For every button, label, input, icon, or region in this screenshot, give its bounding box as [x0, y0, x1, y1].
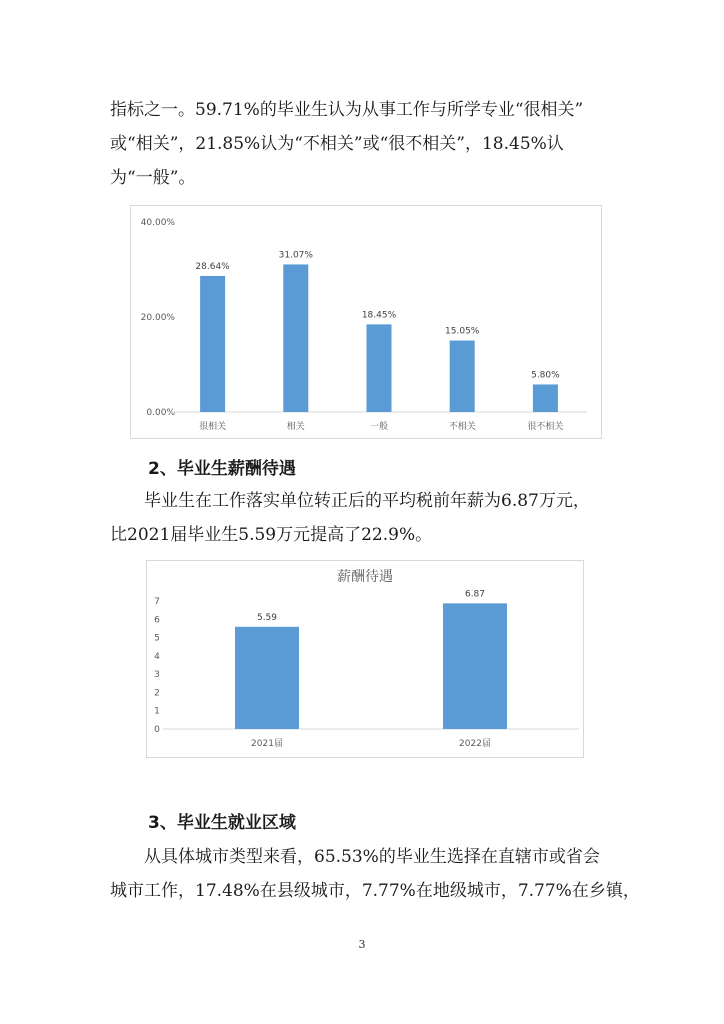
- page-number: 3: [358, 938, 366, 951]
- salary-chart-svg: [147, 561, 583, 757]
- y-tick-label: 2: [154, 688, 160, 699]
- x-tick-label: 很不相关: [527, 422, 564, 432]
- relevance-paragraph: [110, 93, 630, 195]
- y-tick-label: 40.00%: [140, 218, 175, 228]
- bar: [367, 324, 392, 412]
- bar: [450, 341, 475, 412]
- y-tick-label: 6: [154, 615, 160, 626]
- y-tick-label: 20.00%: [140, 313, 175, 323]
- y-tick-label: 1: [154, 706, 160, 717]
- y-tick-label: 0: [154, 725, 160, 735]
- region-paragraph: [110, 840, 640, 908]
- x-tick-label: 不相关: [448, 422, 476, 432]
- bar: [443, 603, 507, 729]
- x-tick-label: 很相关: [199, 422, 227, 432]
- paragraph-line: 比2021届毕业生5.59万元提高了22.9%。: [110, 525, 433, 545]
- data-label: 5.59: [256, 612, 278, 623]
- paragraph-line: 指标之一。59.71%的毕业生认为从事工作与所学专业“很相关”: [110, 100, 584, 120]
- data-label: 18.45%: [361, 310, 397, 321]
- paragraph-line: 或“相关”，21.85%认为“不相关”或“很不相关”，18.45%认: [110, 134, 564, 154]
- bar: [283, 264, 308, 412]
- paragraph-line: 城市工作，17.48%在县级城市，7.77%在地级城市，7.77%在乡镇，: [110, 881, 640, 901]
- y-tick-label: 5: [154, 633, 160, 644]
- salary-chart: [146, 560, 584, 758]
- chart-title: 薪酬待遇: [337, 569, 393, 585]
- paragraph-line: 毕业生在工作落实单位转正后的平均税前年薪为6.87万元，: [144, 491, 590, 511]
- x-tick-label: 相关: [286, 422, 305, 432]
- x-tick-label: 2021届: [251, 739, 283, 749]
- y-tick-label: 4: [154, 651, 160, 662]
- x-tick-label: 2022届: [459, 739, 491, 749]
- y-tick-label: 0.00%: [146, 408, 175, 418]
- section-heading-salary: 2、毕业生薪酬待遇: [148, 459, 296, 479]
- section-heading-region: 3、毕业生就业区域: [148, 813, 296, 833]
- data-label: 15.05%: [445, 326, 480, 337]
- bar: [200, 276, 225, 412]
- data-label: 28.64%: [195, 261, 230, 272]
- data-label: 6.87: [464, 589, 486, 600]
- relevance-chart-svg: [131, 206, 601, 438]
- data-label: 5.80%: [531, 370, 560, 381]
- relevance-chart: [130, 205, 602, 439]
- bar: [235, 627, 299, 729]
- y-tick-label: 3: [154, 670, 160, 681]
- paragraph-line: 为“一般”。: [110, 168, 196, 188]
- paragraph-line: 从具体城市类型来看，65.53%的毕业生选择在直辖市或省会: [144, 847, 600, 867]
- salary-paragraph: [110, 484, 630, 552]
- y-tick-label: 7: [154, 597, 160, 607]
- data-label: 31.07%: [278, 250, 313, 261]
- bar: [533, 384, 558, 412]
- x-tick-label: 一般: [369, 422, 389, 432]
